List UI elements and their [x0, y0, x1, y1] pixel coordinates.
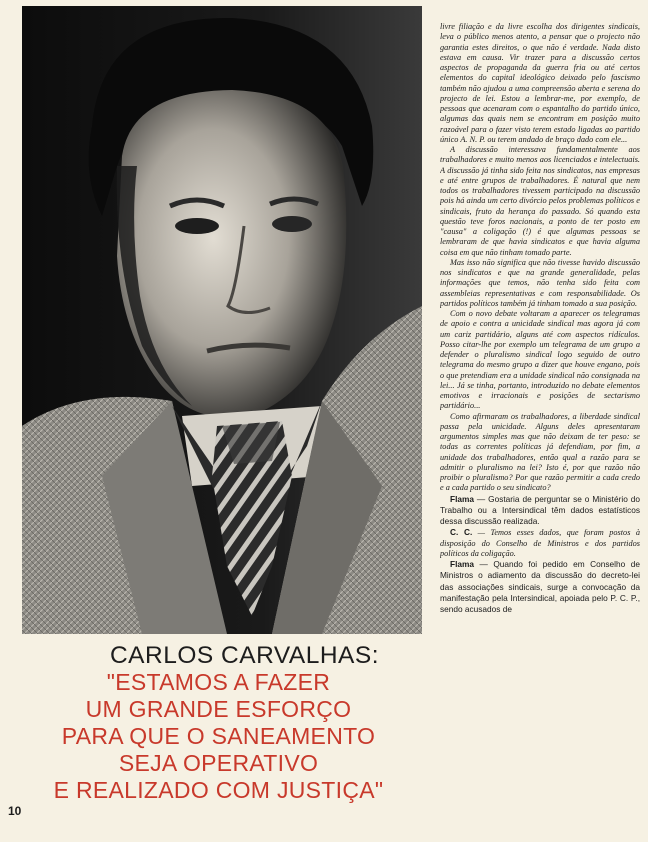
question-text: — Gostaria de perguntar se o Ministério do Trabalho ou a Intersindical têm dados estatísticos dessa discussão realizada. [440, 493, 640, 526]
question-text: — Quando foi pedido em Conselho de Ministros o adiamento da discussão do decreto-lei das associações sindicais, surge a convocação da manifestação pela Intersindical, apoiada pelo P. C. P., sendo acusados de [440, 559, 640, 614]
article-paragraph: A discussão interessava fundamentalmente aos trabalhadores e muito menos aos licenciados e intelectuais. A discussão já tinha sido feita nos sindicatos, nas empresas e até entre grupos de trabalhadores. É natural que nem todos os trabalhadores tivessem participado na discussão pois há ainda um certo divórcio pelos problemas políticos e sindicais, fruto da herança do passado. Só quando esta questão teve foros nacionais, a ponto de ter posto em "causa" a coligação (!) é que algumas pessoas se lembraram de que havia sindicatos e que havia alguma coisa em que não tinham tomado parte. [440, 145, 640, 257]
portrait-photo [22, 6, 422, 634]
interview-answer [440, 527, 640, 559]
article-paragraph: Mas isso não significa que não tivesse havido discussão nos sindicatos e que na grande generalidade, pelas informações que temos, não tenha sido feita com assembleias representativas e com responsabilidade. Os partidos políticos também já tinham tomado a sua posição. [440, 257, 640, 308]
headline-quote-line: PARA QUE O SANEAMENTO [61, 723, 376, 749]
page-number: 10 [8, 804, 22, 818]
headline-quote-line: UM GRANDE ESFORÇO [85, 696, 352, 722]
article-headline [6, 642, 431, 804]
answer-text: — Temos esses dados, que foram postos à disposição do Conselho de Ministros e dos partidos políticos da coligação. [440, 528, 640, 558]
headline-quote-line: SEJA OPERATIVO [118, 750, 319, 776]
speaker-label: Flama [450, 493, 474, 504]
speaker-label: Flama [450, 559, 474, 569]
article-text-column [440, 22, 640, 830]
speaker-label: C. C. [450, 527, 473, 538]
headline-name: CARLOS CARVALHAS: [109, 642, 380, 669]
interview-question [440, 494, 640, 528]
interview-question [440, 559, 640, 615]
article-paragraph: livre filiação e da livre escolha dos dirigentes sindicais, leva o público menos atento, a pensar que o projecto não garantia estes direitos, o que não é verdade. Nada disto estava em causa. Vir trazer para a discussão certos aspectos de propaganda da guerra fria ou até certos elementos do capital ideológico deixado pelo fascismo também não ajudou a uma compreensão aberta e serena do projecto de lei. Estou a lembrar-me, por exemplo, de pessoas que acenaram com o espantalho do partido único, algumas das quais nem se encontram em posição muito razoável para o fazer visto terem estado ligadas ao partido único A. N. P. ou terem andado de braço dado com ele... [440, 22, 640, 144]
headline-quote-line: E REALIZADO COM JUSTIÇA" [53, 777, 384, 803]
article-paragraph: Com o novo debate voltaram a aparecer os telegramas de apoio e contra a unicidade sindical mas agora já com um cariz partidário, alguns até com aspectos ridículos. Posso citar-lhe por exemplo um telegrama de um grupo a defender o pluralismo sindical logo seguido de outro telegrama do mesmo grupo a dizer que houve engano, pois o que pretendiam era a unidade sindical não consignada na lei... Já se tinha, portanto, introduzido no debate elementos emotivos e irracionais e posições de sectarismo partidário... [440, 309, 640, 411]
headline-quote-line: "ESTAMOS A FAZER [106, 669, 331, 695]
article-paragraph: Como afirmaram os trabalhadores, a liberdade sindical passa pela unicidade. Alguns deles apresentaram argumentos simples mas que não deixam de ter peso: se todas as correntes políticas já defendiam, por fim, a unidade dos trabalhadores, então qual a razão para se admitir o pluralismo na lei? Isto é, por que razão não proibir o pluralismo? Por que razão permitir a cada credo e a cada partido o seu sindicato? [440, 411, 640, 493]
